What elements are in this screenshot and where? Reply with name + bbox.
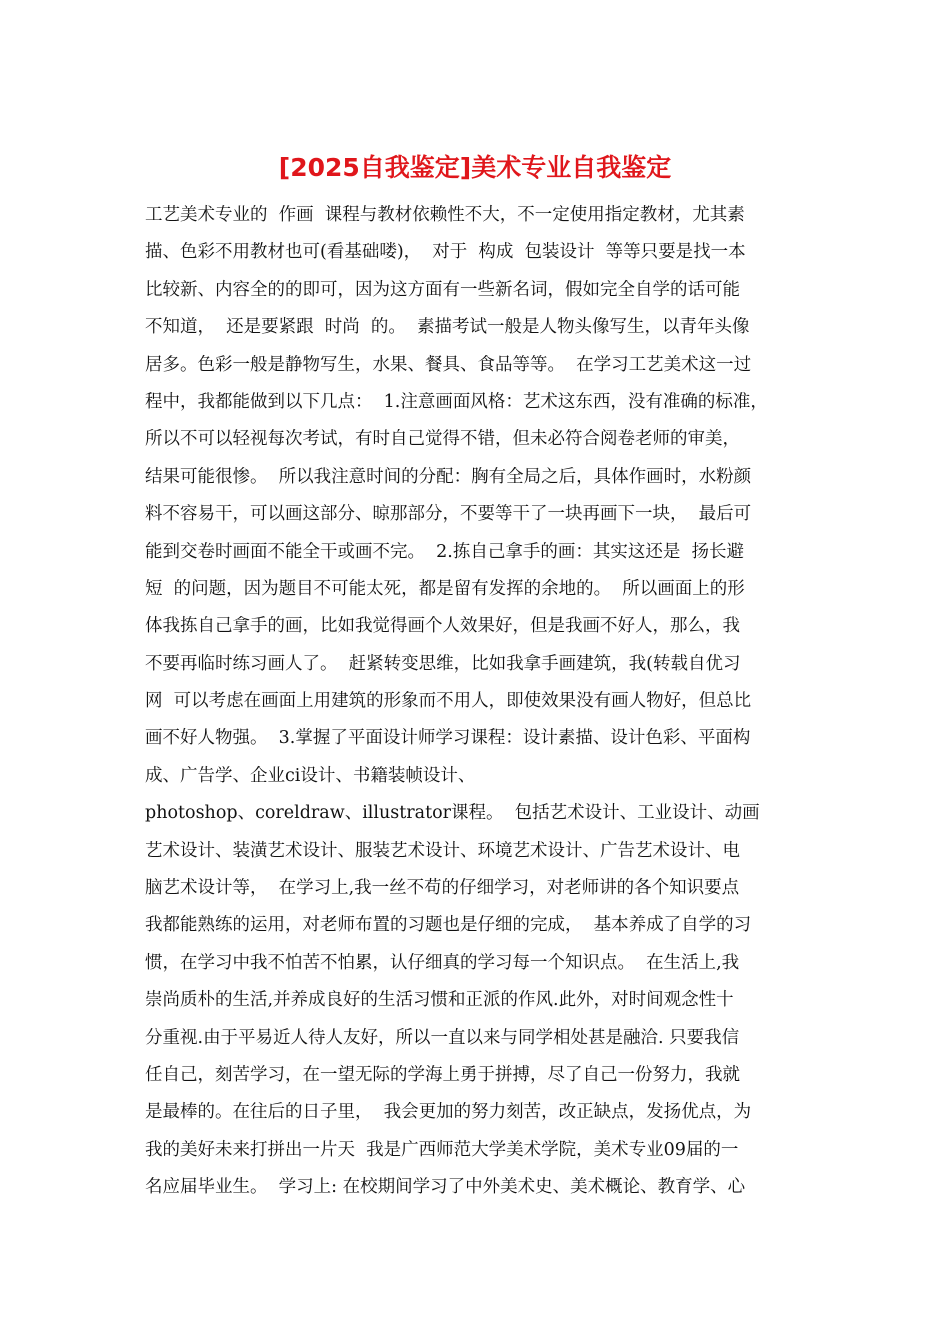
document-title: [2025自我鉴定]美术专业自我鉴定	[278, 153, 672, 182]
body-line: 任自己，刻苦学习，在一望无际的学海上勇于拼搏，尽了自己一份努力，我就	[145, 1064, 740, 1085]
body-line: 艺术设计、装潢艺术设计、服装艺术设计、环境艺术设计、广告艺术设计、电	[145, 840, 740, 861]
body-line: 分重视.由于平易近人待人友好，所以一直以来与同学相处甚是融洽. 只要我信	[145, 1027, 740, 1048]
body-line: 比较新、内容全的的即可，因为这方面有一些新名词，假如完全自学的话可能	[145, 279, 740, 300]
body-line: 网 可以考虑在画面上用建筑的形象而不用人，即使效果没有画人物好，但总比	[145, 691, 752, 712]
body-line: 能到交卷时画面不能全干或画不完。 2.拣自己拿手的画：其实这还是 扬长避	[145, 541, 744, 562]
body-line: 描、色彩不用教材也可(看基础喽)， 对于 构成 包装设计 等等只要是找一本	[145, 242, 746, 263]
body-line: photoshop、coreldraw、illustrator课程。 包括艺术设计、工业设计、动画	[145, 803, 760, 824]
body-line: 是最棒的。在往后的日子里， 我会更加的努力刻苦，改正缺点，发扬优点，为	[145, 1102, 752, 1123]
body-line: 居多。色彩一般是静物写生，水果、餐具、食品等等。 在学习工艺美术这一过	[145, 354, 752, 375]
body-line: 短 的问题，因为题目不可能太死，都是留有发挥的余地的。 所以画面上的形	[145, 578, 745, 599]
body-line: 崇尚质朴的生活,并养成良好的生活习惯和正派的作风.此外，对时间观念性十	[145, 990, 734, 1011]
body-line: 名应届毕业生。 学习上: 在校期间学习了中外美术史、美术概论、教育学、心	[145, 1177, 746, 1198]
body-line: 工艺美术专业的 作画 课程与教材依赖性不大，不一定使用指定教材，尤其素	[145, 205, 745, 225]
body-line: 脑艺术设计等， 在学习上,我一丝不苟的仔细学习，对老师讲的各个知识要点	[145, 878, 740, 899]
body-line: 我都能熟练的运用，对老师布置的习题也是仔细的完成， 基本养成了自学的习	[145, 915, 752, 936]
body-line: 料不容易干，可以画这部分、晾那部分，不要等干了一块再画下一块， 最后可	[145, 504, 752, 525]
body-line: 不要再临时练习画人了。 赶紧转变思维，比如我拿手画建筑，我(转载自优习	[145, 653, 741, 674]
body-line: 惯，在学习中我不怕苦不怕累，认仔细真的学习每一个知识点。 在生活上,我	[145, 952, 740, 973]
document-body	[145, 197, 835, 1207]
body-line: 画不好人物强。 3.掌握了平面设计师学习课程：设计素描、设计色彩、平面构	[145, 728, 751, 749]
body-line: 结果可能很惨。 所以我注意时间的分配：胸有全局之后，具体作画时，水粉颜	[145, 466, 752, 487]
body-line: 不知道， 还是要紧跟 时尚 的。 素描考试一般是人物头像写生，以青年头像	[145, 317, 750, 338]
body-line: 成、广告学、企业ci设计、书籍装帧设计、	[145, 765, 476, 786]
body-line: 程中，我都能做到以下几点： 1.注意画面风格：艺术这东西，没有准确的标准，	[145, 391, 768, 412]
body-line: 体我拣自己拿手的画，比如我觉得画个人效果好，但是我画不好人，那么，我	[145, 616, 740, 637]
body-line: 所以不可以轻视每次考试，有时自己觉得不错，但未必符合阅卷老师的审美，	[145, 429, 740, 450]
body-line: 我的美好未来打拼出一片天 我是广西师范大学美术学院，美术专业09届的一	[145, 1139, 739, 1160]
